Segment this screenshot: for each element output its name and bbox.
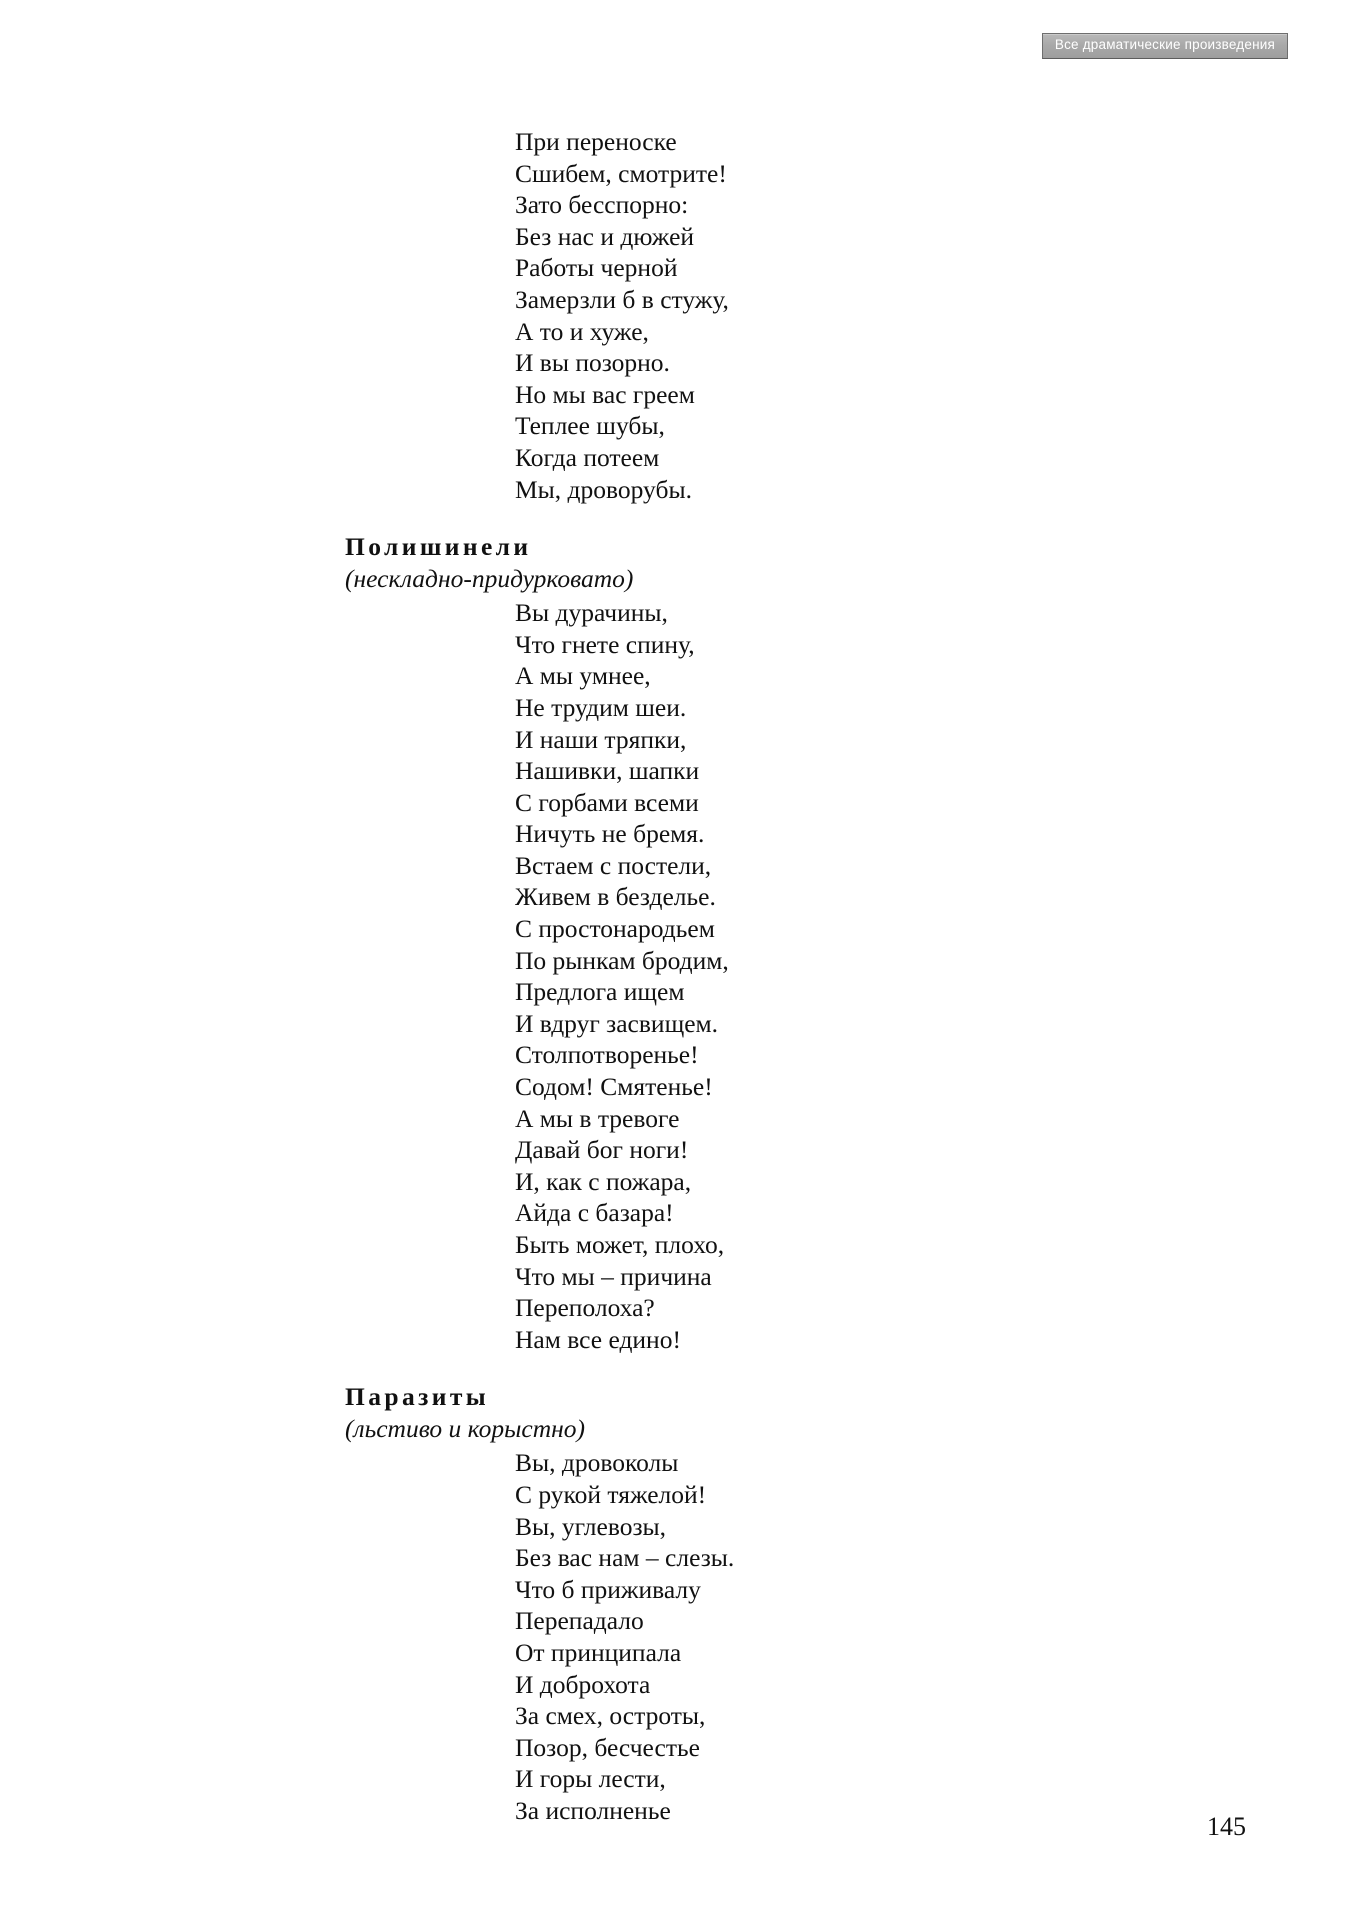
verse-line: И вдруг засвищем. bbox=[515, 1008, 719, 1038]
verse-line: Столпотворенье! bbox=[515, 1040, 699, 1070]
verse-line: При переноске bbox=[515, 127, 677, 156]
verse-line: А то и хуже, bbox=[515, 316, 649, 346]
speaker-name: Паразиты bbox=[345, 1382, 490, 1412]
verse-line: За смех, остроты, bbox=[515, 1701, 706, 1731]
page-number: 145 bbox=[1207, 1812, 1246, 1841]
verse-line: С простонародьем bbox=[515, 914, 715, 944]
verse-line: Переполоха? bbox=[515, 1293, 655, 1323]
verse-line: Нам все едино! bbox=[515, 1324, 681, 1354]
verse-line: Когда потеем bbox=[515, 442, 660, 472]
speech-block bbox=[345, 1381, 1065, 1826]
verse-line: Давай бог ноги! bbox=[515, 1135, 689, 1165]
running-title-text: Все драматические произведения bbox=[1054, 37, 1275, 52]
verse-line: С горбами всеми bbox=[515, 787, 699, 817]
verse-line: Без вас нам – слезы. bbox=[515, 1543, 735, 1573]
page-content bbox=[345, 126, 1065, 1827]
verse-line: Содом! Смятенье! bbox=[515, 1072, 713, 1102]
stage-direction: (нескладно-придурковато) bbox=[345, 564, 634, 594]
verse-line: Что б приживалу bbox=[515, 1574, 701, 1604]
verse-line: Что гнете спину, bbox=[515, 629, 695, 659]
verse-line: Что мы – причина bbox=[515, 1261, 712, 1291]
verse-line: И наши тряпки, bbox=[515, 724, 687, 754]
verse-block bbox=[345, 126, 1065, 505]
verse-line: Айда с базара! bbox=[515, 1198, 674, 1228]
verse-line: По рынкам бродим, bbox=[515, 945, 729, 975]
verse-line: Зато бесспорно: bbox=[515, 190, 689, 220]
verse-line: А мы в тревоге bbox=[515, 1103, 680, 1133]
verse-line: Замерзли б в стужу, bbox=[515, 284, 729, 314]
verse-line: Позор, бесчестье bbox=[515, 1732, 700, 1762]
verse-line: Но мы вас греем bbox=[515, 379, 695, 409]
speaker-name: Полишинели bbox=[345, 532, 532, 562]
verse-line: И доброхота bbox=[515, 1669, 651, 1699]
verse-line: Не трудим шеи. bbox=[515, 692, 687, 722]
verse-line: Теплее шубы, bbox=[515, 411, 665, 441]
verse-line: Работы черной bbox=[515, 253, 678, 283]
verse-line: Вы дурачины, bbox=[515, 598, 668, 628]
verse-line: Нашивки, шапки bbox=[515, 756, 700, 786]
verse-line: Встаем с постели, bbox=[515, 850, 712, 880]
running-title-tab bbox=[1042, 33, 1288, 59]
verse-line: И горы лести, bbox=[515, 1764, 666, 1794]
verse-line: И, как с пожара, bbox=[515, 1166, 692, 1196]
verse-line: Предлога ищем bbox=[515, 977, 685, 1007]
verse-line: Вы, углевозы, bbox=[515, 1511, 667, 1541]
verse-line: Быть может, плохо, bbox=[515, 1230, 725, 1259]
verse-line: За исполненье bbox=[515, 1795, 671, 1825]
verse-line: Ничуть не бремя. bbox=[515, 819, 705, 849]
verse-line: Мы, дроворубы. bbox=[515, 474, 692, 504]
stage-direction: (льстиво и корыстно) bbox=[345, 1414, 586, 1444]
verse-line: А мы умнее, bbox=[515, 661, 651, 691]
verse-line: Без нас и дюжей bbox=[515, 221, 695, 251]
verse-line: От принципала bbox=[515, 1637, 682, 1667]
verse-line: С рукой тяжелой! bbox=[515, 1479, 707, 1509]
verse-line: Вы, дровоколы bbox=[515, 1448, 679, 1478]
speech-block bbox=[345, 531, 1065, 1355]
verse-line: Сшибем, смотрите! bbox=[515, 158, 727, 188]
verse-line: Живем в безделье. bbox=[515, 882, 716, 912]
verse-line: И вы позорно. bbox=[515, 348, 670, 378]
verse-line: Перепадало bbox=[515, 1606, 644, 1636]
